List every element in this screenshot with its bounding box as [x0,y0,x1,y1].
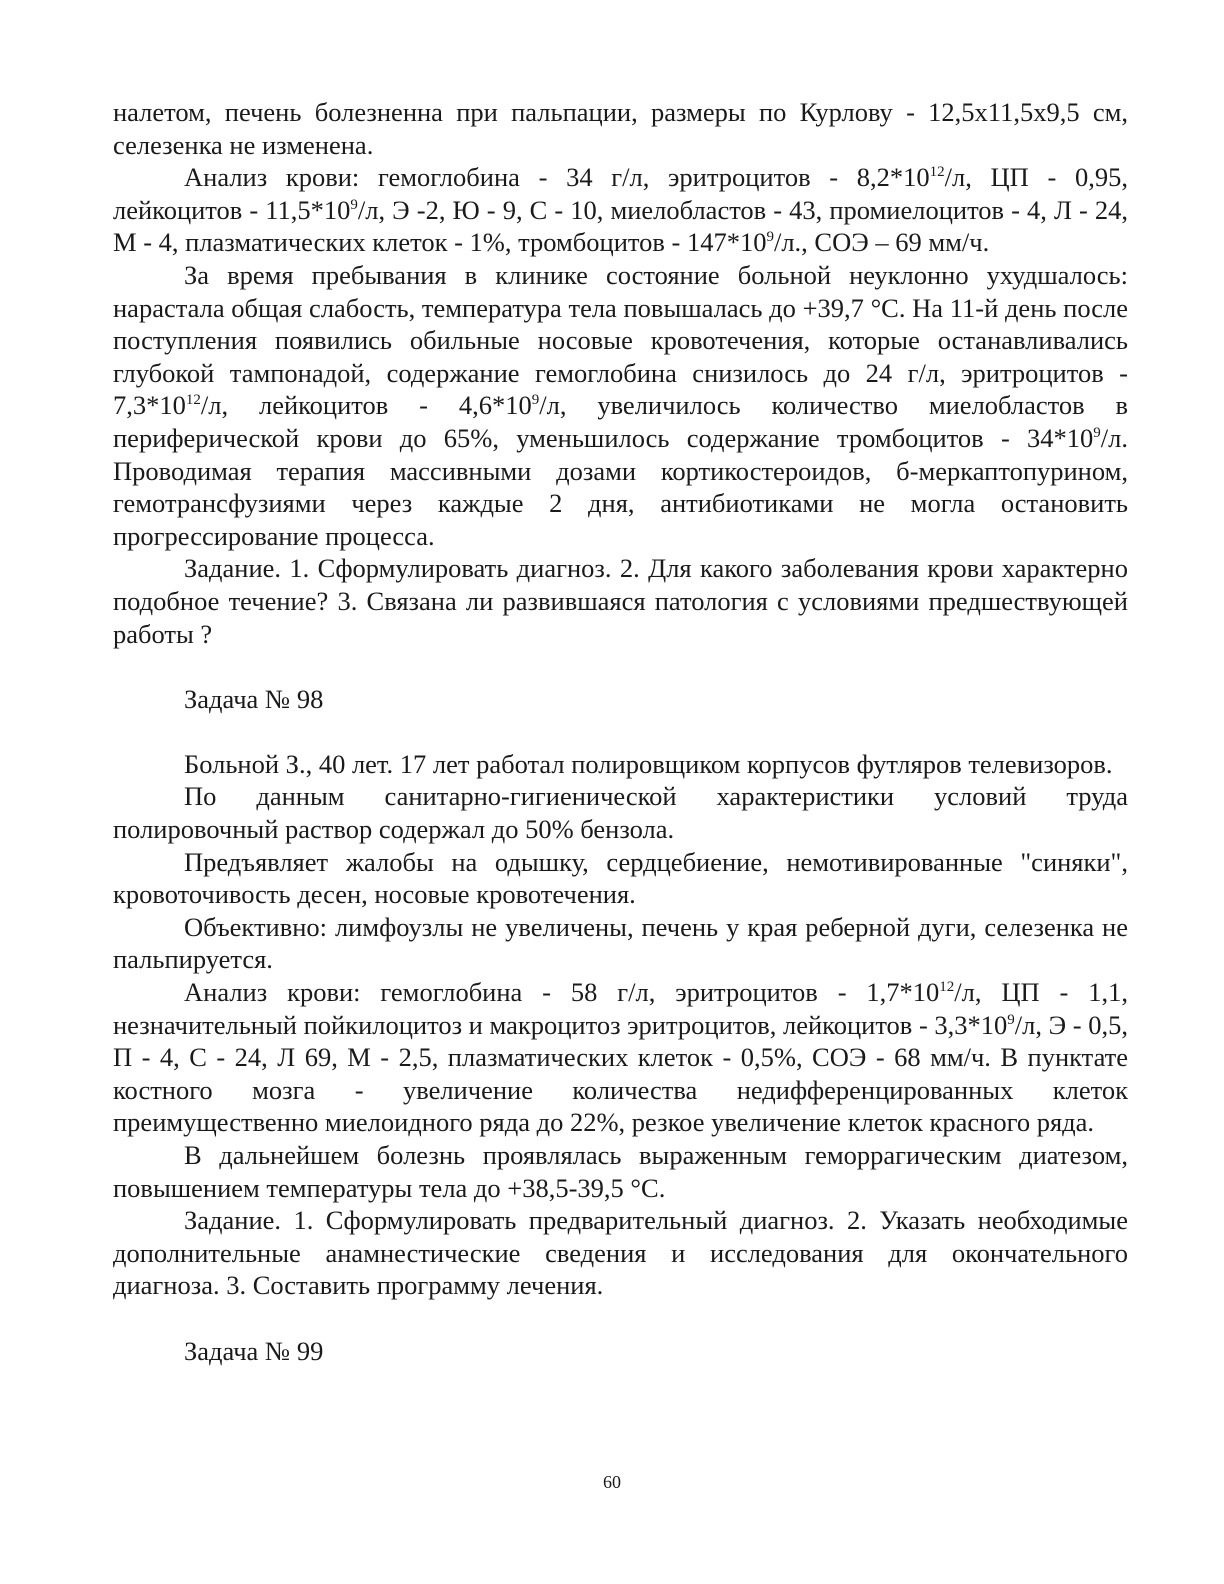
superscript: 12 [939,979,955,996]
later-course-paragraph: В дальнейшем болезнь проявлялась выраженным геморрагическим диатезом, повышением температуры тела до +38,5-39,5 °С. [113,1140,1128,1203]
text-run: /л, ЦП - 0,95, лейкоцитов - 11,5*10 [113,162,1129,225]
superscript: 9 [350,196,358,213]
superscript: 9 [1093,424,1101,441]
superscript: 12 [185,392,201,409]
task-paragraph: Задание. 1. Сформулировать предварительный диагноз. 2. Указать необходимые дополнительные анамнестические сведения и исследования для окончательного диагноза. 3. Составить программу лечения. [113,1205,1128,1301]
text-run: /л., СОЭ – 69 мм/ч. [773,227,990,258]
document-page [113,96,1128,1367]
text-run: /л, Э - 0,5, П - 4, С - 24, Л 69, М - 2,5, плазматических клеток - 0,5%, СОЭ - 68 мм/ч. В пунктате костного мозга - увеличение количества недифференцированных клеток преимущественно миелоидного ряда до 22%, резкое увеличение клеток красного ряда. [113,1009,1128,1138]
patient-intro-paragraph: Больной З., 40 лет. 17 лет работал полировщиком корпусов футляров телевизоров. [184,748,1113,779]
text-run: /л, ЦП - 1,1, незначительный пойкилоцитоз и макроцитоз эритроцитов, лейкоцитов - 3,3*10 [113,977,1128,1040]
spacer [113,650,1128,683]
task-paragraph: Задание. 1. Сформулировать диагноз. 2. Для какого заболевания крови характерно подобное течение? 3. Связана ли развившаяся патология с условиями предшествующей работы ? [113,553,1128,649]
text-run: /л, лейкоцитов - 4,6*10 [200,390,532,421]
problem-98-heading: Задача № 98 [184,683,324,714]
text-run: /л, увеличилось количество миелобластов в периферической крови до 65%, уменьшилось содержание тромбоцитов - 34*10 [113,390,1128,453]
blood-analysis-paragraph [113,976,1128,1139]
clinical-course-paragraph [113,259,1128,552]
text-run: /л, Э -2, Ю - 9, С - 10, миелобластов - 43, промиелоцитов - 4, Л - 24, М - 4, плазматических клеток - 1%, тромбоцитов - 147*10 [113,194,1128,258]
text-run: /л. Проводимая терапия массивными дозами кортикостероидов, б-меркаптопурином, гемотрансфузиями через каждые 2 дня, антибиотиками не могла остановить прогрессирование процесса. [113,422,1128,551]
blood-analysis-paragraph [113,161,1128,259]
text-run: Анализ крови: гемоглобина - 58 г/л, эритроцитов - 1,7*10 [184,977,940,1008]
problem-99-heading: Задача № 99 [184,1335,324,1366]
superscript: 9 [1007,1011,1015,1028]
continuation-paragraph: налетом, печень болезненна при пальпации, размеры по Курлову - 12,5х11,5х9,5 см, селезенка не изменена. [113,97,1128,160]
superscript: 9 [766,229,774,246]
text-run: За время пребывания в клинике состояние больной неуклонно ухудшалось: нарастала общая слабость, температура тела повышалась до +39,7 °С. На 11-й день после поступления появились обильные носовые кровотечения, которые останавливались глубокой тампонадой, содержание гемоглобина снизилось до 24 г/л, эритроцитов - 7,3*10 [113,259,1128,421]
spacer [113,1302,1128,1335]
page-number: 60 [603,1472,621,1492]
superscript: 9 [531,392,540,409]
objective-paragraph: Объективно: лимфоузлы не увеличены, печень у края реберной дуги, селезенка не пальпируется. [113,911,1128,975]
text-run: Анализ крови: гемоглобина - 34 г/л, эритроцитов - 8,2*10 [184,162,930,193]
work-conditions-paragraph: По данным санитарно-гигиенической характеристики условий труда полировочный раствор содержал до 50% бензола. [113,781,1128,845]
spacer [113,715,1128,748]
complaints-paragraph: Предъявляет жалобы на одышку, сердцебиение, немотивированные "синяки", кровоточивость десен, носовые кровотечения. [113,846,1128,910]
superscript: 12 [929,164,945,181]
